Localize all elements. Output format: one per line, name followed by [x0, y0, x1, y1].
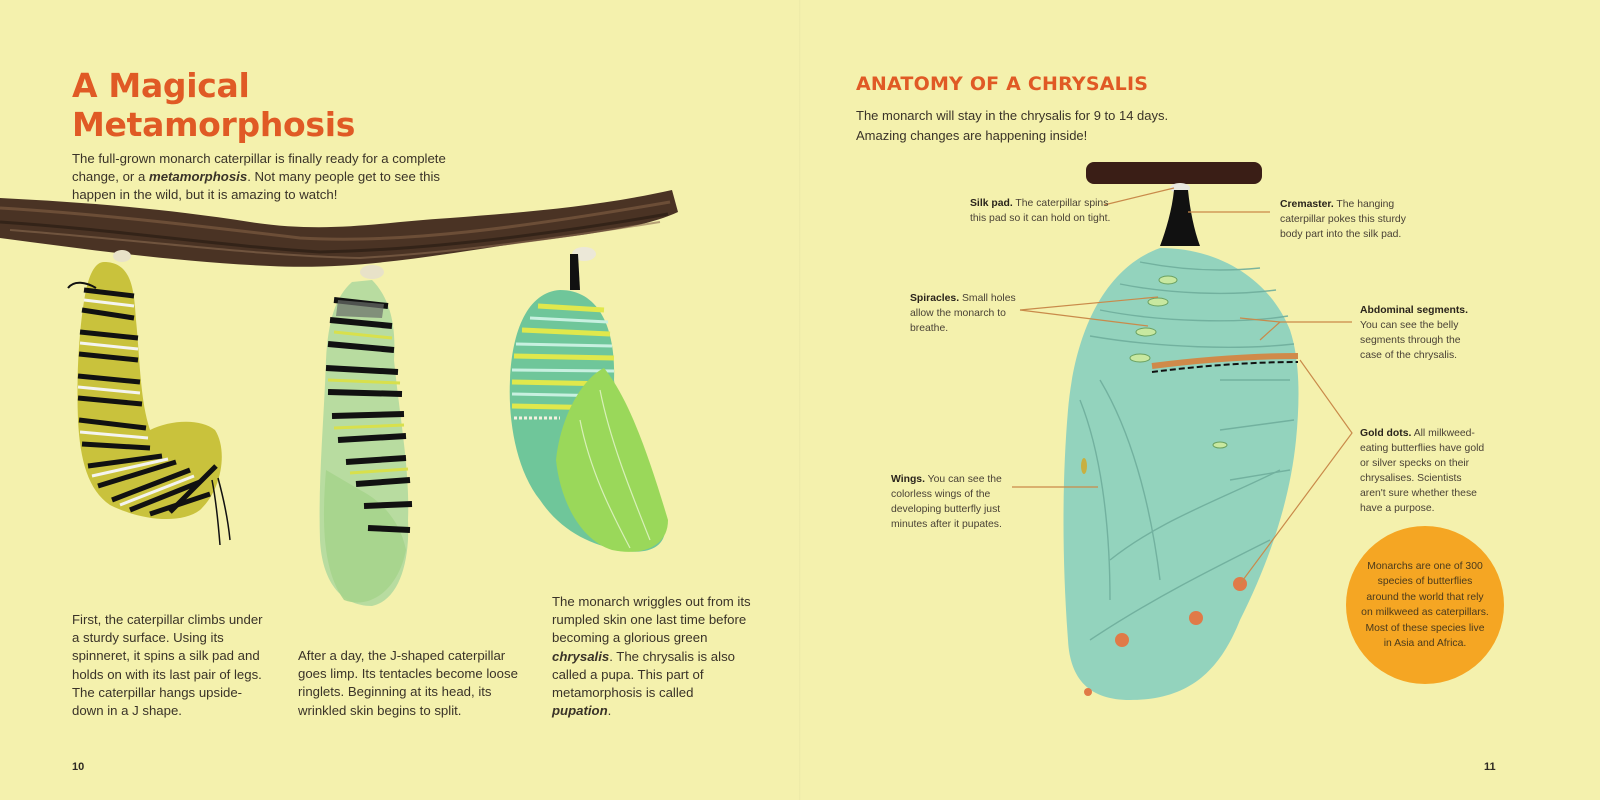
j-shaped-caterpillar-image	[68, 262, 230, 545]
label-desc: You can see the colorless wings of the developing butterfly just minutes after it pupates.	[891, 474, 1002, 530]
stick-image	[1086, 162, 1262, 184]
label-spiracles	[910, 291, 1030, 336]
splitting-caterpillar-image	[320, 280, 412, 606]
fact-text: Monarchs are one of 300 species of butterflies around the world that rely on milkweed as caterpillars. Most of these species live in Asia and Africa.	[1361, 560, 1489, 649]
label-term: Abdominal segments.	[1360, 305, 1468, 316]
label-cremaster	[1280, 197, 1420, 242]
silk-pad-1	[113, 250, 131, 262]
label-term: Wings.	[891, 474, 925, 485]
section-intro-line-1: The monarch will stay in the chrysalis for 9 to 14 days.	[856, 108, 1169, 123]
title-line-1: A Magical	[72, 66, 250, 105]
label-gold-dots	[1360, 426, 1490, 516]
label-silk-pad	[970, 196, 1115, 226]
section-intro-line-2: Amazing changes are happening inside!	[856, 128, 1088, 143]
fact-circle	[1346, 526, 1504, 684]
caption-emphasis-chrysalis: chrysalis	[552, 648, 610, 664]
chrysalis-anatomy-diagram	[800, 0, 1600, 800]
label-desc: All milkweed-eating butterflies have gold or silver specks on their chrysalises. Scientists aren't sure whether these have a purpose.	[1360, 428, 1485, 514]
page-number-left: 10	[72, 761, 85, 773]
page-number-right: 11	[1484, 761, 1496, 773]
label-wings	[891, 472, 1021, 532]
green-chrysalis-image	[510, 254, 668, 552]
intro-text-end: . Not many people get to see this happen in the wild, but it is amazing to watch!	[72, 169, 440, 202]
silk-pad-2	[360, 265, 384, 279]
label-desc: You can see the belly segments through the case of the chrysalis.	[1360, 320, 1461, 361]
label-desc: The caterpillar spins this pad so it can hold on tight.	[970, 198, 1111, 224]
label-desc: Small holes allow the monarch to breathe.	[910, 293, 1016, 334]
caption-step-1: First, the caterpillar climbs under a sturdy surface. Using its spinneret, it spins a silk pad and holds on with its last pair of legs. The caterpillar hangs upside-down in a J shape.	[72, 612, 263, 719]
caption-text: .	[607, 703, 612, 719]
caption-step-2: After a day, the J-shaped caterpillar goes limp. Its tentacles become loose ringlets. Beginning at its head, its wrinkled skin begins to split.	[298, 648, 518, 718]
right-page	[800, 0, 1600, 800]
label-desc: The hanging caterpillar pokes this sturdy body part into the silk pad.	[1280, 199, 1406, 240]
intro-emphasis: metamorphosis	[148, 169, 248, 184]
cremaster	[1160, 190, 1200, 246]
caption-text: . The chrysalis is also called a pupa. This part of metamorphosis is called	[552, 648, 736, 701]
caption-text: The monarch wriggles out from its rumpled skin one last time before becoming a glorious green	[552, 594, 751, 646]
label-term: Gold dots.	[1360, 428, 1412, 439]
label-term: Spiracles.	[910, 293, 960, 304]
chrysalis-body	[1064, 248, 1299, 700]
label-abdominal-segments	[1360, 303, 1485, 363]
title-line-2: Metamorphosis	[72, 105, 356, 144]
label-term: Cremaster.	[1280, 199, 1334, 210]
section-title: ANATOMY OF A CHRYSALIS	[856, 73, 1149, 95]
intro-text: The full-grown monarch caterpillar is finally ready for a complete change, or a	[72, 151, 446, 184]
caption-step-3	[552, 593, 752, 720]
caption-emphasis-pupation: pupation	[552, 703, 608, 719]
label-term: Silk pad.	[970, 198, 1013, 209]
